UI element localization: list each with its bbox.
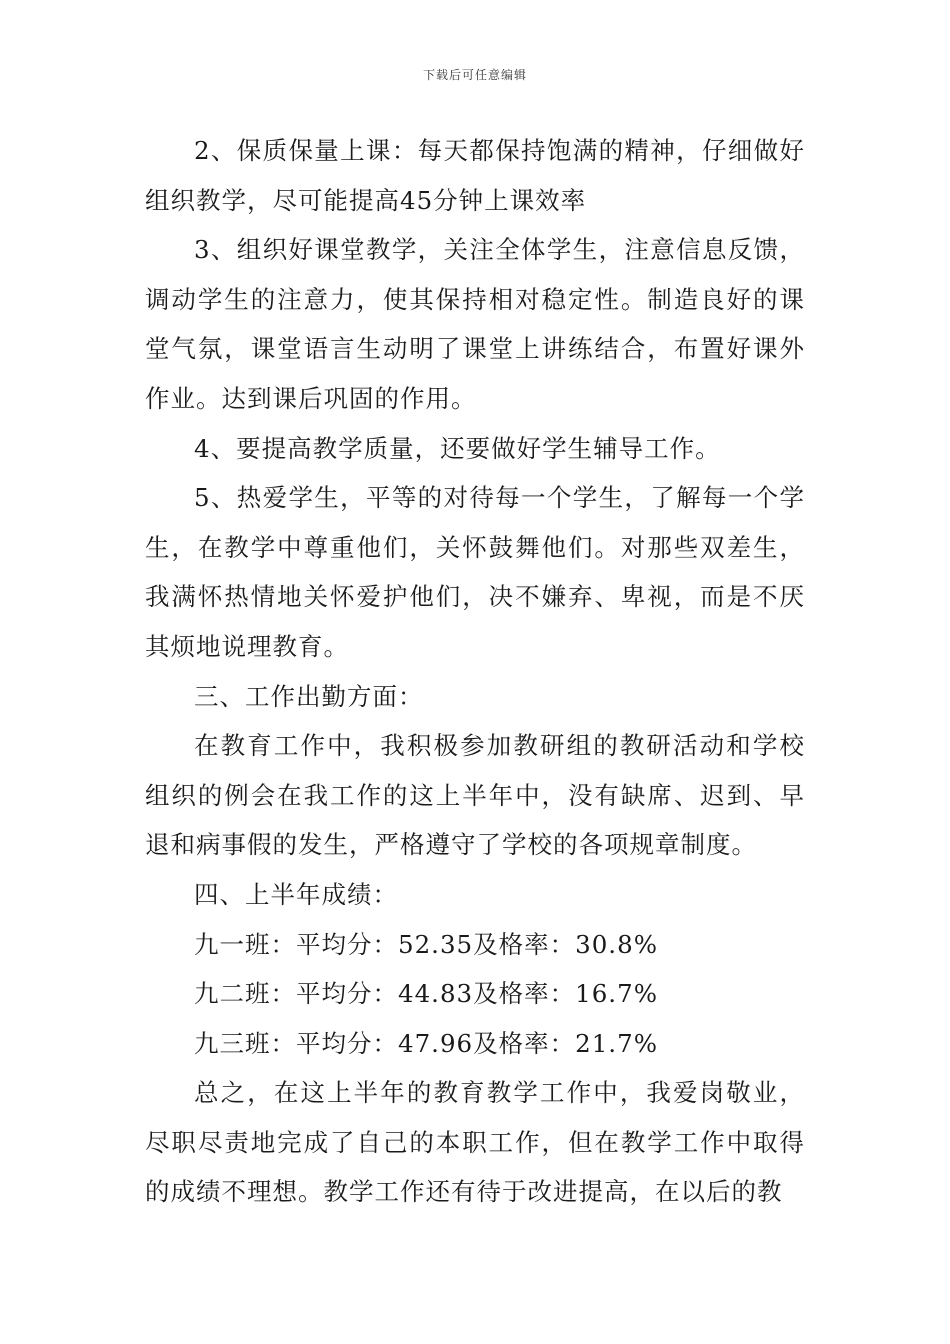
paragraph-item-5: 5、热爱学生，平等的对待每一个学生，了解每一个学生，在教学中尊重他们，关怀鼓舞他们。对那些双差生，我满怀热情地关怀爱护他们，决不嫌弃、卑视，而是不厌其烦地说理教育。 xyxy=(145,483,805,661)
paragraph-summary: 总之，在这上半年的教育教学工作中，我爱岗敬业，尽职尽责地完成了自己的本职工作，但在教学工作中取得的成绩不理想。教学工作还有待于改进提高，在以后的教 xyxy=(145,1078,805,1207)
section-heading-results: 四、上半年成绩： xyxy=(194,879,398,909)
result-line-class-2: 九二班：平均分：44.83及格率：16.7% xyxy=(194,979,658,1009)
result-line-class-3: 九三班：平均分：47.96及格率：21.7% xyxy=(194,1028,658,1058)
document-body xyxy=(145,126,805,1217)
section-heading-attendance: 三、工作出勤方面： xyxy=(194,681,424,711)
paragraph-item-2: 2、保质保量上课：每天都保持饱满的精神，仔细做好组织教学，尽可能提高45分钟上课效率 xyxy=(145,136,805,215)
paragraph-item-3: 3、组织好课堂教学，关注全体学生，注意信息反馈，调动学生的注意力，使其保持相对稳定性。制造良好的课堂气氛，课堂语言生动明了课堂上讲练结合，布置好课外作业。达到课后巩固的作用。 xyxy=(145,235,805,413)
page-header: 下载后可任意编辑 xyxy=(422,68,527,82)
paragraph-attendance: 在教育工作中，我积极参加教研组的教研活动和学校组织的例会在我工作的这上半年中，没有缺席、迟到、早退和病事假的发生，严格遵守了学校的各项规章制度。 xyxy=(145,731,805,860)
paragraph-item-4: 4、要提高教学质量，还要做好学生辅导工作。 xyxy=(194,433,721,463)
result-line-class-1: 九一班：平均分：52.35及格率：30.8% xyxy=(194,929,658,959)
